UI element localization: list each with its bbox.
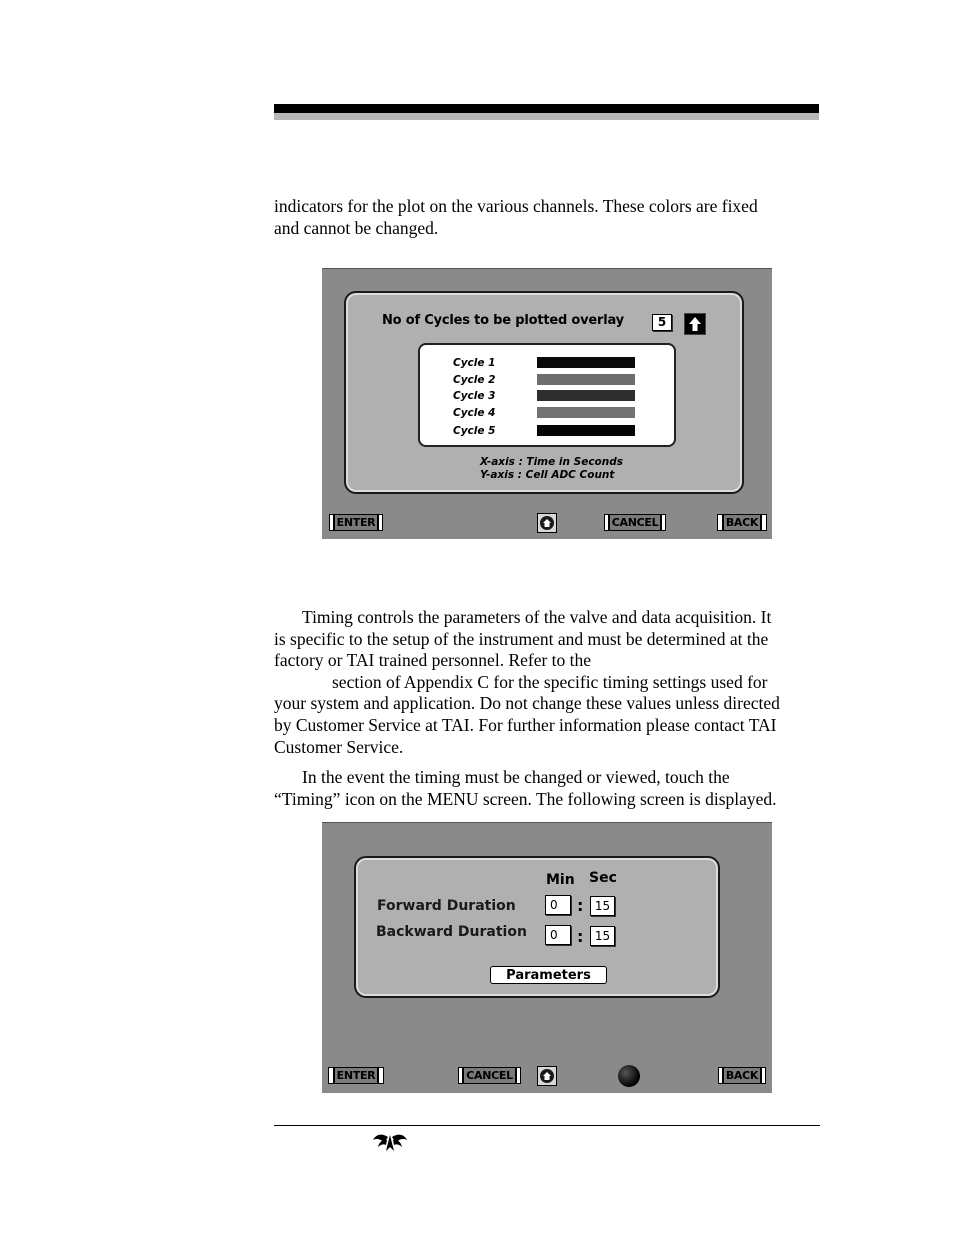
parameters-button[interactable]: Parameters bbox=[490, 966, 607, 984]
legend-swatch-4 bbox=[537, 407, 635, 418]
timing-instructions: In the event the timing must be changed or viewed, touch the “Timing” icon on the MENU screen. The following screen is displayed. bbox=[274, 767, 777, 809]
x-axis-label: X-axis : Time in Seconds bbox=[480, 456, 623, 468]
home-icon bbox=[543, 519, 551, 527]
company-logo bbox=[372, 1131, 408, 1158]
enter-button[interactable]: ENTER bbox=[329, 514, 383, 531]
y-axis-label: Y-axis : Cell ADC Count bbox=[480, 469, 615, 481]
status-indicator-icon bbox=[618, 1065, 640, 1087]
cycle-legend bbox=[418, 343, 676, 447]
timing-screen bbox=[322, 822, 772, 1093]
cycles-value[interactable]: 5 bbox=[652, 314, 672, 331]
teledyne-logo-icon bbox=[372, 1131, 408, 1153]
backward-min-input[interactable]: 0 bbox=[545, 925, 571, 945]
legend-label-4: Cycle 4 bbox=[453, 407, 496, 419]
cycles-label: No of Cycles to be plotted overlay bbox=[382, 313, 624, 328]
forward-sec-input[interactable]: 15 bbox=[590, 896, 615, 916]
backward-sec-input[interactable]: 15 bbox=[590, 926, 615, 946]
legend-swatch-5 bbox=[537, 425, 635, 436]
home-button[interactable] bbox=[537, 513, 557, 533]
legend-label-2: Cycle 2 bbox=[453, 374, 496, 386]
legend-swatch-1 bbox=[537, 357, 635, 368]
sec-header: Sec bbox=[589, 870, 617, 886]
cancel-button[interactable]: CANCEL bbox=[604, 514, 666, 531]
legend-label-3: Cycle 3 bbox=[453, 390, 496, 402]
enter-button-timing[interactable]: ENTER bbox=[328, 1067, 384, 1084]
legend-label-5: Cycle 5 bbox=[453, 425, 496, 437]
forward-colon: : bbox=[577, 896, 584, 915]
up-arrow-icon bbox=[685, 314, 705, 334]
min-header: Min bbox=[546, 872, 575, 888]
legend-swatch-3 bbox=[537, 390, 635, 401]
header-rule bbox=[274, 104, 819, 113]
plot-settings-panel bbox=[344, 291, 744, 494]
timing-paragraph: Timing controls the parameters of the valve and data acquisition. It is specific to the setup of the instrument and must be determined at the factory or TAI trained personnel. Refer to the section of Appendix C for the specific timing settings used for your system and application. Do not change these values unless directed by Customer Service at TAI. For further information please contact TAI Customer Service. bbox=[274, 607, 780, 757]
home-button-timing[interactable] bbox=[537, 1066, 557, 1086]
legend-label-1: Cycle 1 bbox=[453, 357, 496, 369]
forward-duration-label: Forward Duration bbox=[377, 898, 516, 914]
back-button[interactable]: BACK bbox=[717, 514, 767, 531]
forward-min-input[interactable]: 0 bbox=[545, 895, 571, 915]
legend-swatch-2 bbox=[537, 374, 635, 385]
home-icon bbox=[543, 1072, 551, 1080]
back-button-timing[interactable]: BACK bbox=[718, 1067, 766, 1084]
header-rule-shade bbox=[274, 113, 819, 120]
backward-colon: : bbox=[577, 927, 584, 946]
up-arrow-button[interactable] bbox=[684, 313, 706, 335]
timing-panel bbox=[354, 856, 720, 998]
cancel-button-timing[interactable]: CANCEL bbox=[458, 1067, 521, 1084]
backward-duration-label: Backward Duration bbox=[376, 924, 527, 940]
intro-paragraph: indicators for the plot on the various channels. These colors are fixed and cannot be changed. bbox=[274, 196, 758, 238]
footer-rule bbox=[274, 1125, 820, 1126]
plot-overlay-screen bbox=[322, 268, 772, 539]
